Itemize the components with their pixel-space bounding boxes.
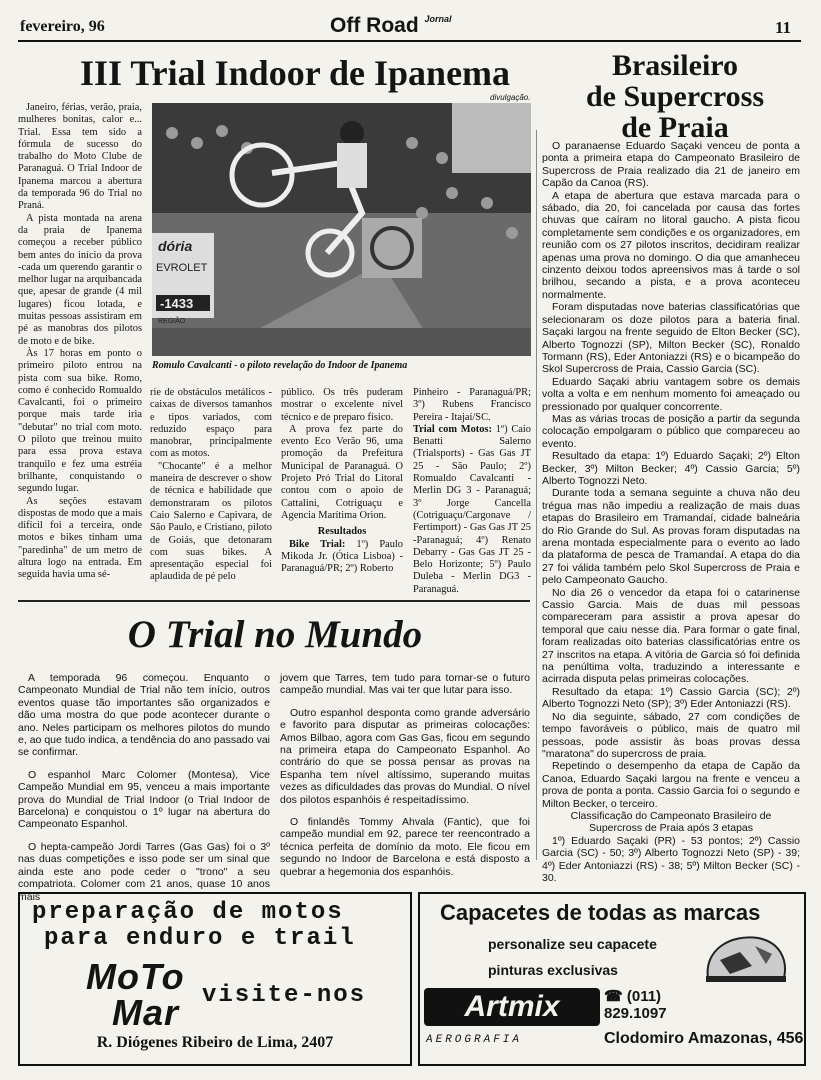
mundo-title: O Trial no Mundo [127,613,423,656]
ad-headline: Capacetes de todas as marcas [440,900,761,925]
paragraph: Mas as várias trocas de posição a partir da segunda colocação empolgaram o público que compareceu ao evento. [542,412,800,450]
masthead [330,14,452,38]
ad-subline: pinturas exclusivas [488,962,618,978]
paragraph: público. Os três puderam mostrar o excelente nível técnico e de preparo físico. [281,387,403,423]
trial-col-1 [18,102,142,582]
paragraph: O hepta-campeão Jordi Tarres (Gas Gas) foi o 3º nas duas competições e isso pode ser um sinal que ainda este ano pode ceder o "trono" a seu compatriota. Colomer com 21 anos, quase 10 anos mais [18,840,270,903]
paragraph: Repetindo o desempenho da etapa de Capão da Canoa, Eduardo Saçaki largou na frente e venceu a prova de ponta a ponta. Cassio Garcia foi o segundo e Milton Becker, o terceiro. [542,760,800,810]
results-bike [281,539,403,576]
paragraph: Resultado da etapa: 1º) Cassio Garcia (SC); 2º) Alberto Tognozzi Neto (SP); 3º) Eder Antoniazzi (RS). [542,685,800,711]
trial-indoor-title: III Trial Indoor de Ipanema [79,53,511,93]
trial-photo-image [152,103,531,356]
ad-logo-sub: AEROGRAFIA [426,1034,523,1046]
photo-sign: -1433 [160,296,194,311]
paragraph: A prova fez parte do evento Eco Verão 96, uma promoção da Prefeitura Municipal de Paranaguá. O Projeto Pró Trial do Litoral contou com o apoio de Cattalini, Cotriguaçu e Agencia Marítima Orion. [281,423,403,521]
trial-col-3 [281,387,403,575]
paragraph: No dia 26 o vencedor da etapa foi o catarinense Cassio Garcia. Mais de duas mil pessoas compareceram para assistir a prova apesar do temporal que caiu nesse dia. Para formar o gate final, foram realizadas oito baterias classificatórias entre os 27 inscritos na etapa. A vitória de Garcia só foi definida na penúltima volta, traduzindo a interessante e acirrada disputa pelas primeiras colocações. [542,586,800,686]
mundo-col-2 [280,672,530,888]
photo-sign: REGIÃO [158,318,186,325]
supercross-title-line: Brasileiro [611,49,739,82]
ad-phone-block [604,988,667,1022]
ad-logo: Artmix [424,988,600,1026]
masthead-brand: Off Road [330,14,419,37]
paragraph: Às 17 horas em ponto o primeiro piloto entrou na pista com sua bike. Romo, como é conhecido Romualdo Cavalcanti, foi o primeiro porque mais tarde iria "debutar" no trial com moto. O piloto que treinou muito para essa prova estava tranquilo e fez uma estréia brilhante, conquistando o segundo lugar. [18,347,142,495]
paragraph: "Chocante" é a melhor maneira de descrever o show de técnica e habilidade que demonstraram os pilotos Caio Salerno e Capivara, de São Paulo, e Cristiano, piloto de Goiás, que detonaram com suas bikes. A apresentação especial foi aplaudida de pé pelo [150,460,272,583]
supercross-title-line: de Supercross [585,80,765,113]
header-rule [18,40,801,42]
paragraph: Foram disputadas nove baterias classificatórias que selecionaram os doze pilotos para a bateria final. Saçaki largou na frente seguido de Elton Becker (SC), Alberto Tognozzi (SP), Milton Becker (SC), Ronaldo Tormann (RS), Eder Antoniazzi (RS) e o bicampeão do Skol Supercross de Praia, Cassio Garcia (SC). [542,301,800,376]
trial-photo [152,103,531,356]
ad-line: preparação de motos [32,899,344,926]
paragraph: A pista montada na arena da praia de Ipanema começou a receber público bem antes do início da prova -cada um querendo garantir o melhor lugar na arquibancada que, apesar de grande (4 mil lugares) ficou lotada, e muitas pessoas assistiram em pé as manobras dos pilotos de moto e de bike. [18,212,142,347]
paragraph: Resultado da etapa: 1º) Eduardo Saçaki; 2º) Elton Becker, 3º) Milton Becker; 4º) Cassio Garcia; 5º) Alberto Tognozzi Neto. [542,450,800,487]
supercross-body [542,140,800,884]
photo-sign: dória [158,238,193,254]
ad-brand-mar: Mar [112,992,180,1033]
standings-title: Classificação do Campeonato Brasileiro de Supercross de Praia após 3 etapas [570,809,772,835]
ad-address: R. Diógenes Ribeiro de Lima, 2407 [96,1034,334,1051]
bike-results: 1º) Paulo Mikoda Jr. (Ótica Lisboa) - Paranaguá/PR; 2º) Roberto [281,538,403,575]
paragraph: Outro espanhol desponta como grande adversário e favorito para disputar as primeiras colocações: Amos Bilbao, agora com Gas Gas, ficou em segundo na primeira etapa do Campeonato Espanhol. Ao contrário do que se possa pensar as provas na Espanha tem nível altíssimo, superando muitas vezes as dificuldades das provas do Mundial. O nível dos pilotos espanhóis é respeitadíssimo. [280,706,530,806]
paragraph: rie de obstáculos metálicos - caixas de diversos tamanhos e tipos variados, com reduzido espaço para manobrar, principalmente com as motos. [150,387,272,460]
phone-icon: ☎ [604,988,623,1005]
ad-line: para enduro e trail [44,925,356,952]
ad-street: Clodomiro Amazonas, 456 [604,1030,804,1047]
trial-col-4 [413,387,531,596]
column-divider [536,130,537,860]
masthead-sub: Jornal [424,14,452,24]
supercross-title [540,50,810,143]
photo-sign: EVROLET [156,262,208,274]
trial-col-2 [150,387,272,584]
results-moto [413,424,531,596]
results-title: Resultados [317,526,367,538]
paragraph: Janeiro, férias, verão, praia, mulheres bonitas, calor e... Trial. Essa tem sido a fórmula de sucesso do trabalho do Moto Clube de Paranaguá. O Trial Indoor de Ipanema marcou a abertura da temporada 96 do Trial no Praná. [18,102,142,212]
paragraph: O espanhol Marc Colomer (Montesa), Vice Campeão Mundial em 95, venceu a mais importante prova do Mundial de Trial Indoor (o Trial Indoor de Barcelona) e conquistou o 1º lugar na abertura do Campeonato Espanhol. [18,768,270,831]
paragraph: Durante toda a semana seguinte a chuva não deu trégua mas não impediu a realização de mais duas etapas do Brasileiro em Tramandaí, cidade balneária do Rio Grande do Sul. As provas foram disputadas na arena montada especialmente para o evento ao lado da plataforma de pesca de Tramandaí. A etapa do dia 27 foi válida também pelo Skol Supercross de Praia e pelo Campeonato Gaucho. [542,487,800,587]
paragraph: As seções estavam dispostas de modo que a mais difícil foi a terceira, onde motos e bikes tinham uma "paredinha" de um metro de altura logo na entrada. Em seguida havia uma sé- [18,495,142,581]
page-number: 11 [774,18,791,37]
ad-motomar [18,892,412,1066]
section-rule [18,600,530,602]
photo-credit: divulgação. [490,93,531,102]
paragraph: O finlandês Tommy Ahvala (Fantic), que foi campeão mundial em 92, parece ter reencontrado a técnica perfeita de domínio da moto. Ele ficou em segundo no Indoor de Barcelona e está disposto a quebrar a hegemonia dos espanhóis. [280,816,530,878]
paragraph: Eduardo Saçaki abriu vantagem sobre os demais volta a volta e em nenhum momento foi ameaçado ou pressionado por qualquer concorrente. [542,375,800,413]
ad-phone-area: (011) [626,988,662,1005]
ad-visit: visite-nos [202,982,367,1009]
helmet-icon [700,930,790,988]
paragraph: O paranaense Eduardo Saçaki venceu de ponta a ponta a primeira etapa do Campeonato Brasileiro de Supercross de Praia realizado dia 21 de janeiro em Capão da Canoa (RS). [542,140,800,190]
ad-brand-moto: MoTo [86,956,185,997]
paragraph: jovem que Tarres, tem tudo para tornar-se o futuro campeão mundial. Mas vai ter que lutar para isso. [280,672,530,697]
bike-label: Bike Trial: [289,538,346,550]
paragraph: A etapa de abertura que estava marcada para o sábado, dia 20, foi cancelada por causa das fortes chuvas que caíram no litoral gaucho. A pista ficou completamente sem condições e os organizadores, em reunião com os 27 pilotos inscritos, decidiram realizar apenas uma prova no domingo. O dia que amanheceu cinzento deixou todos apreensivos mas à tarde o sol brilhou, secando a pista, e a prova aconteceu normalmente. [542,189,800,301]
moto-label: Trial com Motos: [413,423,492,435]
ad-artmix [418,892,806,1066]
paragraph: A temporada 96 começou. Enquanto o Campeonato Mundial de Trial não tem início, outros eventos quase tão importantes são organizados e dão uma mostra do que pode acontecer durante o ano. Neles participam os melhores pilotos do mundo e, ao que tudo indica, a tendência do ano passado vai se confirmar. [18,672,270,759]
ad-phone: 829.1097 [604,1005,667,1022]
issue-date: fevereiro, 96 [20,18,105,35]
ad-subline: personalize seu capacete [488,936,657,952]
photo-caption: Romulo Cavalcanti - o piloto revelação do Indoor de Ipanema [152,360,408,371]
standings-results: 1º) Eduardo Saçaki (PR) - 53 pontos; 2º) Cassio Garcia (SC) - 50; 3º) Alberto Tognozzi Neto (SP) - 39; 4º) Eder Antoniazzi (RS) - 38; 5º) Milton Becker (SC) - 30. [542,834,800,884]
supercross-title-line: de Praia [621,111,729,144]
moto-results: 1º) Caio Benatti Salerno (Trialsports) - Gas Gas JT 25 - São Paulo; 2º) Romualdo Cavalcanti - Merlin DG 3 - Paranaguá; 3º Jorge Cancella (Cotriguaçu/Cargonave / Fertimport) - Gas Gas JT 25 -Paranaguá; 4º) Renato Debarry - Gas Gas JT 25 - Belo Horizonte; 5º) Paulo Duleba - Merlin DG3 - Paranaguá. [413,423,531,595]
paragraph: No dia seguinte, sábado, 27 com condições de tempo favoráveis o público, mais de quatro mil pessoas, pode assistir às boas provas dessa "maratona" do supercross de praia. [542,710,800,760]
paragraph: Pinheiro - Paranaguá/PR; 3º) Rubens Francisco Pereira - Itajaí/SC. [413,387,531,423]
mundo-col-1 [18,672,270,913]
